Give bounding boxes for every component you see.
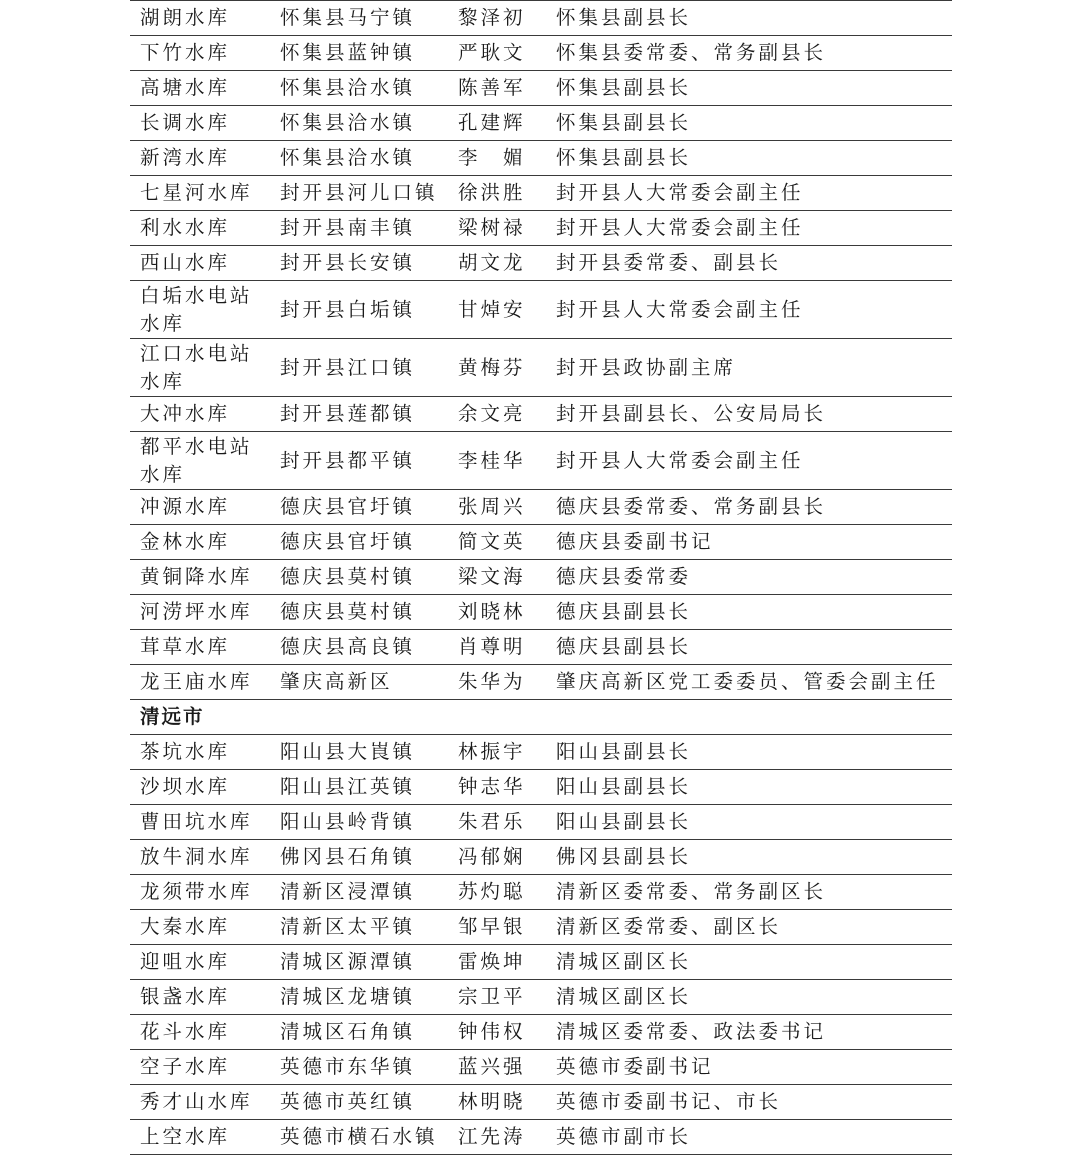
table-row <box>130 1120 952 1155</box>
position-title-cell: 英德市委副书记 <box>546 1050 952 1085</box>
table-row <box>130 980 952 1015</box>
position-title-cell: 清城区委常委、政法委书记 <box>546 1015 952 1050</box>
person-name-cell: 余文亮 <box>448 397 546 432</box>
person-name-cell: 肖尊明 <box>448 630 546 665</box>
reservoir-name-cell: 七星河水库 <box>130 176 270 211</box>
position-title-cell: 封开县人大常委会副主任 <box>546 432 952 490</box>
location-cell: 封开县白垢镇 <box>270 281 448 339</box>
location-cell: 封开县莲都镇 <box>270 397 448 432</box>
reservoir-responsibility-table <box>130 0 952 1155</box>
person-name-cell: 黄梅芬 <box>448 339 546 397</box>
location-cell: 德庆县官圩镇 <box>270 525 448 560</box>
table-row <box>130 735 952 770</box>
position-title-cell: 封开县政协副主席 <box>546 339 952 397</box>
position-title-cell: 清新区委常委、常务副区长 <box>546 875 952 910</box>
position-title-cell: 肇庆高新区党工委委员、管委会副主任 <box>546 665 952 700</box>
table-row <box>130 397 952 432</box>
location-cell: 阳山县大崀镇 <box>270 735 448 770</box>
position-title-cell: 德庆县副县长 <box>546 595 952 630</box>
roster-body <box>130 1 952 1155</box>
table-row <box>130 910 952 945</box>
person-name-cell: 胡文龙 <box>448 246 546 281</box>
location-cell: 封开县南丰镇 <box>270 211 448 246</box>
table-row <box>130 770 952 805</box>
location-cell: 德庆县莫村镇 <box>270 560 448 595</box>
person-name-cell: 李 媚 <box>448 141 546 176</box>
reservoir-name-cell: 茶坑水库 <box>130 735 270 770</box>
reservoir-name-cell: 西山水库 <box>130 246 270 281</box>
person-name-cell: 严耿文 <box>448 36 546 71</box>
table-row <box>130 176 952 211</box>
reservoir-name-cell: 上空水库 <box>130 1120 270 1155</box>
position-title-cell: 怀集县副县长 <box>546 141 952 176</box>
table-row <box>130 525 952 560</box>
location-cell: 阳山县岭背镇 <box>270 805 448 840</box>
location-cell: 英德市英红镇 <box>270 1085 448 1120</box>
location-cell: 封开县江口镇 <box>270 339 448 397</box>
location-cell: 怀集县洽水镇 <box>270 106 448 141</box>
table-row <box>130 490 952 525</box>
table-row <box>130 560 952 595</box>
person-name-cell: 朱君乐 <box>448 805 546 840</box>
section-header-qingyuan <box>130 700 952 735</box>
location-cell: 封开县河儿口镇 <box>270 176 448 211</box>
person-name-cell: 徐洪胜 <box>448 176 546 211</box>
reservoir-name-cell: 金林水库 <box>130 525 270 560</box>
position-title-cell: 阳山县副县长 <box>546 735 952 770</box>
location-cell: 怀集县洽水镇 <box>270 71 448 106</box>
position-title-cell: 清城区副区长 <box>546 945 952 980</box>
reservoir-name-cell: 龙须带水库 <box>130 875 270 910</box>
table-row <box>130 141 952 176</box>
reservoir-name-cell: 秀才山水库 <box>130 1085 270 1120</box>
table-row <box>130 630 952 665</box>
reservoir-name-cell: 湖朗水库 <box>130 1 270 36</box>
location-cell: 封开县都平镇 <box>270 432 448 490</box>
location-cell: 阳山县江英镇 <box>270 770 448 805</box>
position-title-cell: 阳山县副县长 <box>546 805 952 840</box>
position-title-cell: 德庆县委常委、常务副县长 <box>546 490 952 525</box>
position-title-cell: 封开县委常委、副县长 <box>546 246 952 281</box>
person-name-cell: 宗卫平 <box>448 980 546 1015</box>
table-row <box>130 945 952 980</box>
position-title-cell: 清城区副区长 <box>546 980 952 1015</box>
location-cell: 肇庆高新区 <box>270 665 448 700</box>
table-row <box>130 106 952 141</box>
location-cell: 德庆县官圩镇 <box>270 490 448 525</box>
reservoir-name-cell: 高塘水库 <box>130 71 270 106</box>
table-row <box>130 1050 952 1085</box>
position-title-cell: 德庆县副县长 <box>546 630 952 665</box>
person-name-cell: 雷焕坤 <box>448 945 546 980</box>
reservoir-name-cell: 下竹水库 <box>130 36 270 71</box>
position-title-cell: 德庆县委副书记 <box>546 525 952 560</box>
position-title-cell: 封开县人大常委会副主任 <box>546 176 952 211</box>
location-cell: 清城区龙塘镇 <box>270 980 448 1015</box>
person-name-cell: 黎泽初 <box>448 1 546 36</box>
table-row <box>130 875 952 910</box>
location-cell: 德庆县高良镇 <box>270 630 448 665</box>
person-name-cell: 孔建辉 <box>448 106 546 141</box>
location-cell: 德庆县莫村镇 <box>270 595 448 630</box>
person-name-cell: 苏灼聪 <box>448 875 546 910</box>
reservoir-name-cell: 江口水电站水库 <box>130 339 270 397</box>
position-title-cell: 怀集县副县长 <box>546 71 952 106</box>
reservoir-name-cell: 利水水库 <box>130 211 270 246</box>
person-name-cell: 林明晓 <box>448 1085 546 1120</box>
person-name-cell: 钟志华 <box>448 770 546 805</box>
position-title-cell: 封开县副县长、公安局局长 <box>546 397 952 432</box>
section-title: 清远市 <box>130 700 952 735</box>
reservoir-name-cell: 长调水库 <box>130 106 270 141</box>
table-row <box>130 1 952 36</box>
person-name-cell: 陈善军 <box>448 71 546 106</box>
person-name-cell: 简文英 <box>448 525 546 560</box>
location-cell: 英德市横石水镇 <box>270 1120 448 1155</box>
position-title-cell: 怀集县委常委、常务副县长 <box>546 36 952 71</box>
reservoir-name-cell: 花斗水库 <box>130 1015 270 1050</box>
position-title-cell: 怀集县副县长 <box>546 106 952 141</box>
table-row <box>130 840 952 875</box>
person-name-cell: 甘焯安 <box>448 281 546 339</box>
reservoir-name-cell: 大冲水库 <box>130 397 270 432</box>
location-cell: 英德市东华镇 <box>270 1050 448 1085</box>
person-name-cell: 林振宇 <box>448 735 546 770</box>
table-row <box>130 1085 952 1120</box>
table-row <box>130 211 952 246</box>
person-name-cell: 冯郁娴 <box>448 840 546 875</box>
table-row <box>130 71 952 106</box>
table-row <box>130 339 952 397</box>
location-cell: 封开县长安镇 <box>270 246 448 281</box>
position-title-cell: 阳山县副县长 <box>546 770 952 805</box>
person-name-cell: 李桂华 <box>448 432 546 490</box>
reservoir-name-cell: 新湾水库 <box>130 141 270 176</box>
reservoir-name-cell: 曹田坑水库 <box>130 805 270 840</box>
location-cell: 怀集县蓝钟镇 <box>270 36 448 71</box>
table-row <box>130 246 952 281</box>
reservoir-name-cell: 放牛洞水库 <box>130 840 270 875</box>
table-row <box>130 432 952 490</box>
person-name-cell: 朱华为 <box>448 665 546 700</box>
position-title-cell: 怀集县副县长 <box>546 1 952 36</box>
person-name-cell: 蓝兴强 <box>448 1050 546 1085</box>
reservoir-name-cell: 迎咀水库 <box>130 945 270 980</box>
person-name-cell: 邹早银 <box>448 910 546 945</box>
person-name-cell: 钟伟权 <box>448 1015 546 1050</box>
reservoir-name-cell: 空子水库 <box>130 1050 270 1085</box>
table-row <box>130 281 952 339</box>
location-cell: 怀集县马宁镇 <box>270 1 448 36</box>
reservoir-name-cell: 银盏水库 <box>130 980 270 1015</box>
reservoir-name-cell: 冲源水库 <box>130 490 270 525</box>
location-cell: 怀集县洽水镇 <box>270 141 448 176</box>
person-name-cell: 梁文海 <box>448 560 546 595</box>
position-title-cell: 英德市委副书记、市长 <box>546 1085 952 1120</box>
reservoir-name-cell: 黄铜降水库 <box>130 560 270 595</box>
person-name-cell: 张周兴 <box>448 490 546 525</box>
position-title-cell: 佛冈县副县长 <box>546 840 952 875</box>
position-title-cell: 封开县人大常委会副主任 <box>546 211 952 246</box>
location-cell: 清新区太平镇 <box>270 910 448 945</box>
location-cell: 佛冈县石角镇 <box>270 840 448 875</box>
table-row <box>130 665 952 700</box>
position-title-cell: 封开县人大常委会副主任 <box>546 281 952 339</box>
reservoir-name-cell: 白垢水电站水库 <box>130 281 270 339</box>
person-name-cell: 梁树禄 <box>448 211 546 246</box>
location-cell: 清新区浸潭镇 <box>270 875 448 910</box>
reservoir-name-cell: 河涝坪水库 <box>130 595 270 630</box>
location-cell: 清城区石角镇 <box>270 1015 448 1050</box>
table-row <box>130 805 952 840</box>
position-title-cell: 德庆县委常委 <box>546 560 952 595</box>
location-cell: 清城区源潭镇 <box>270 945 448 980</box>
position-title-cell: 英德市副市长 <box>546 1120 952 1155</box>
position-title-cell: 清新区委常委、副区长 <box>546 910 952 945</box>
table-row <box>130 36 952 71</box>
reservoir-name-cell: 龙王庙水库 <box>130 665 270 700</box>
roster-table <box>130 0 952 1155</box>
table-row <box>130 1015 952 1050</box>
person-name-cell: 江先涛 <box>448 1120 546 1155</box>
reservoir-name-cell: 大秦水库 <box>130 910 270 945</box>
person-name-cell: 刘晓林 <box>448 595 546 630</box>
reservoir-name-cell: 沙坝水库 <box>130 770 270 805</box>
table-row <box>130 595 952 630</box>
reservoir-name-cell: 茸草水库 <box>130 630 270 665</box>
reservoir-name-cell: 都平水电站水库 <box>130 432 270 490</box>
